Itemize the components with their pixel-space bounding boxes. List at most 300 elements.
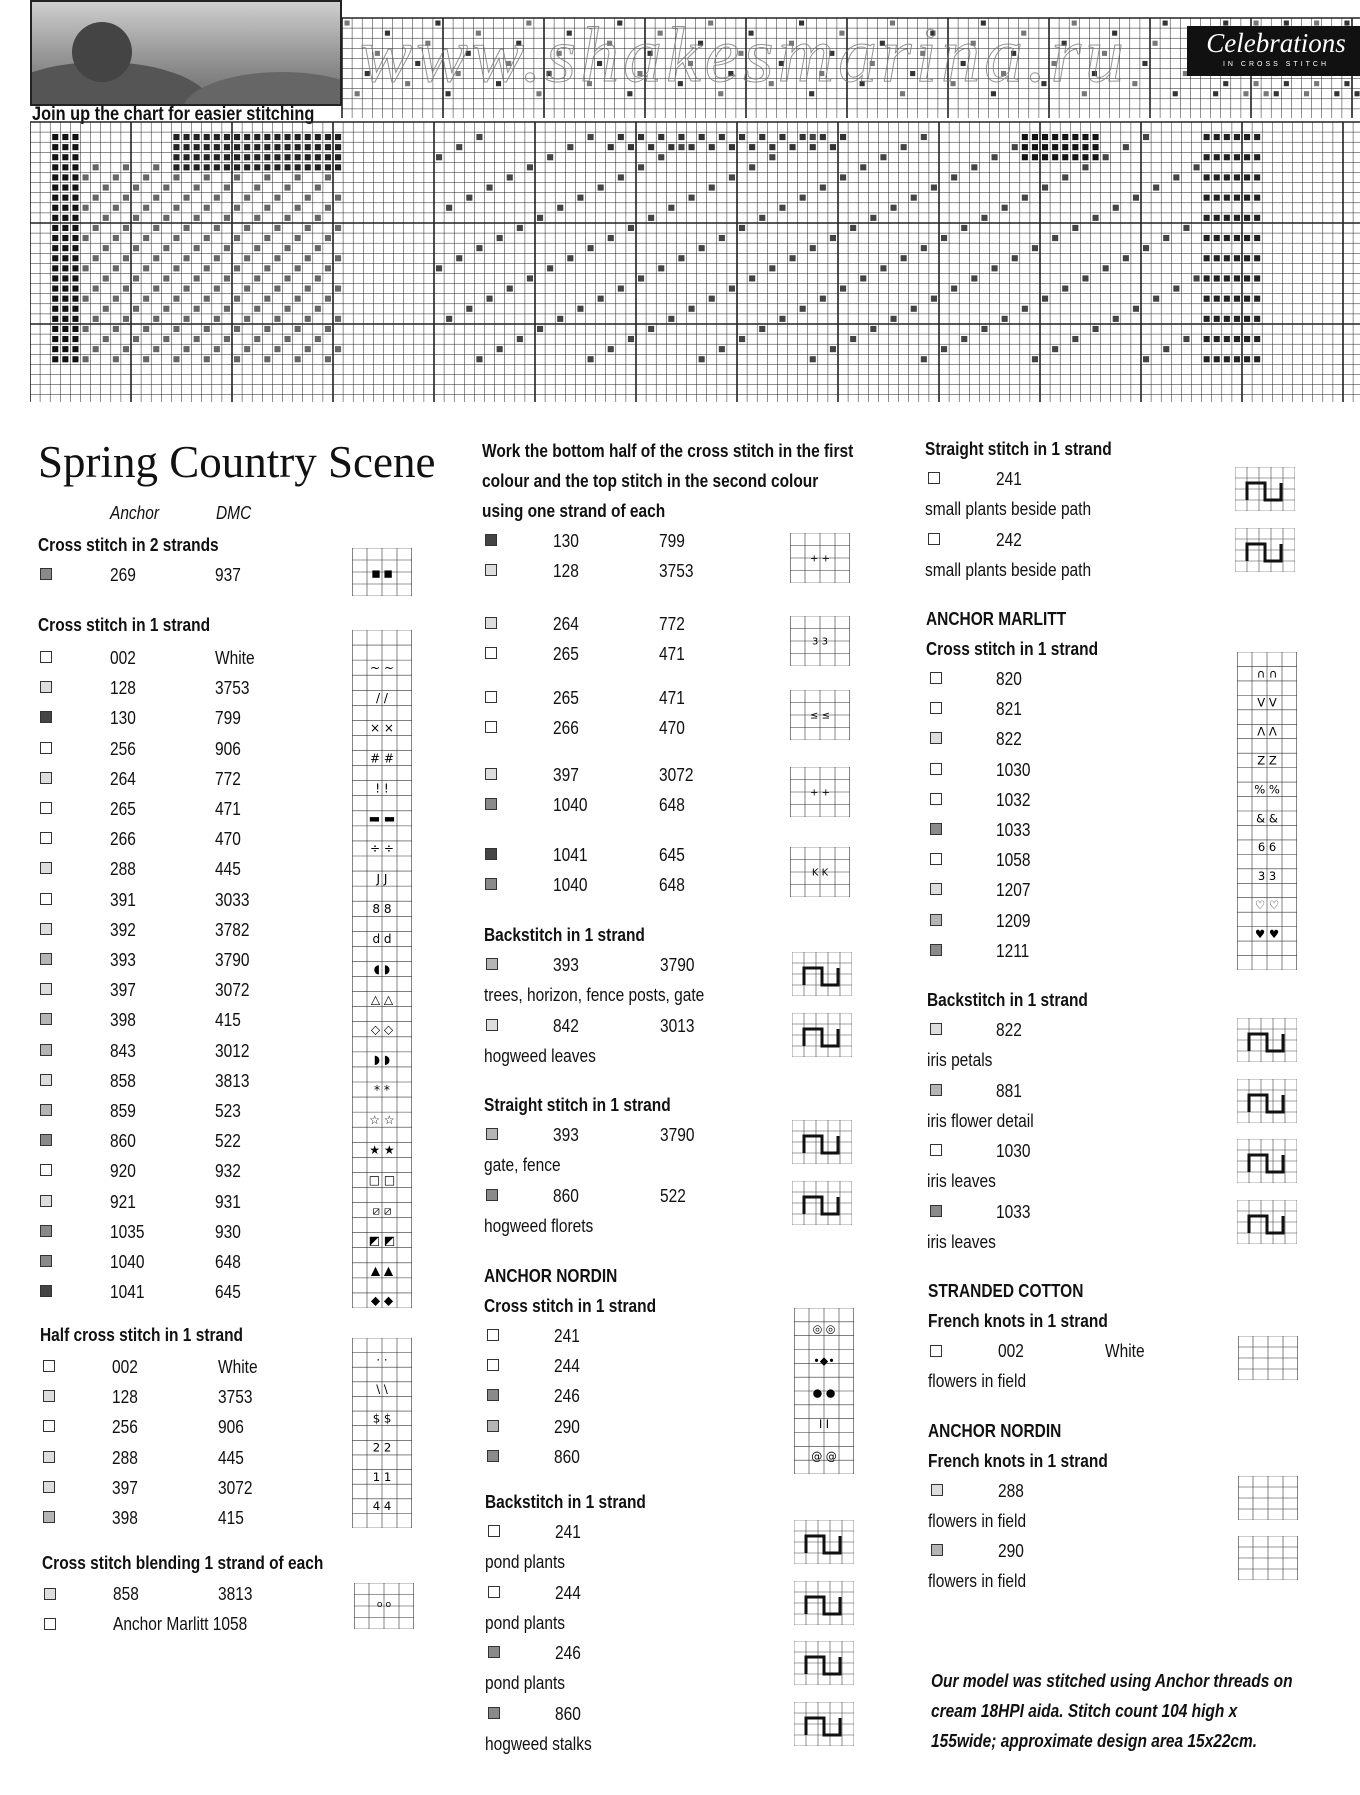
color-swatch [40, 983, 52, 995]
color-swatch [487, 1450, 499, 1462]
dmc-number: 3033 [215, 889, 250, 910]
key-symbol: V V [1257, 695, 1277, 710]
anchor-number: 393 [553, 1125, 579, 1145]
section-heading: Cross stitch blending 1 strand of each [42, 1553, 324, 1573]
key-symbol: + + [810, 787, 830, 799]
key-symbol: # # [369, 751, 395, 766]
color-swatch [43, 1451, 55, 1463]
color-swatch [930, 883, 942, 895]
color-swatch [930, 853, 942, 865]
color-swatch [43, 1481, 55, 1493]
color-swatch [40, 802, 52, 814]
color-swatch [40, 1134, 52, 1146]
anchor-number: 290 [554, 1416, 580, 1437]
color-swatch [40, 1225, 52, 1237]
anchor-number: 393 [110, 950, 136, 970]
key-symbol: % % [1254, 782, 1280, 797]
color-swatch [40, 953, 52, 965]
color-swatch [485, 534, 497, 546]
anchor-number: 1040 [553, 795, 588, 815]
color-swatch [930, 732, 942, 744]
section-heading: French knots in 1 strand [928, 1451, 1108, 1471]
key-symbol: K K [811, 867, 829, 879]
color-swatch [43, 1420, 55, 1432]
key-symbol: * * [374, 1082, 390, 1097]
key-symbol: J J [376, 871, 388, 886]
color-swatch [485, 647, 497, 659]
anchor-number: 002 [998, 1341, 1024, 1361]
color-swatch [486, 1189, 498, 1201]
key-symbol: & & [1256, 811, 1278, 826]
anchor-number: 1058 [996, 850, 1031, 871]
dmc-number: 470 [215, 829, 241, 850]
color-swatch [930, 1205, 942, 1217]
anchor-number: 128 [110, 678, 136, 699]
stitch-description: pond plants [485, 1612, 566, 1633]
anchor-number: 398 [110, 1010, 136, 1031]
color-swatch [487, 1420, 499, 1432]
anchor-number: 1040 [553, 875, 588, 895]
straight-stitch-sample [792, 1120, 852, 1164]
intro-line: Work the bottom half of the cross stitch in the first [482, 441, 854, 461]
color-swatch [931, 1484, 943, 1496]
anchor-number: 241 [554, 1326, 580, 1346]
french-knot-sample [1238, 1336, 1298, 1380]
color-swatch [487, 1329, 499, 1341]
anchor-number: 392 [110, 919, 136, 940]
anchor-number: 397 [112, 1477, 138, 1498]
anchor-number: 820 [996, 669, 1022, 689]
color-swatch [40, 772, 52, 784]
key-symbol-box [352, 548, 412, 596]
key-symbol: 3 3 [812, 636, 828, 648]
dmc-number: 3072 [218, 1477, 253, 1498]
anchor-number: 1207 [996, 880, 1031, 901]
anchor-number: 269 [110, 565, 136, 585]
color-swatch [930, 702, 942, 714]
key-symbol: ~ ~ [369, 660, 395, 675]
key-symbol: ∩ ∩ [1256, 666, 1278, 681]
dmc-number: 523 [215, 1101, 241, 1121]
key-symbol: ♡ ♡ [1254, 898, 1280, 913]
dmc-number: White [215, 648, 255, 668]
anchor-number: 822 [996, 729, 1022, 750]
color-swatch [485, 564, 497, 576]
straight-stitch-sample [1235, 467, 1295, 511]
anchor-number: 246 [555, 1643, 581, 1663]
dmc-number: 445 [218, 1447, 244, 1468]
section-heading: Cross stitch in 1 strand [38, 615, 211, 635]
color-swatch [43, 1360, 55, 1372]
key-symbol-box [790, 767, 850, 817]
key-symbol: △ △ [370, 992, 394, 1007]
dmc-number: 471 [659, 644, 685, 664]
anchor-number: 821 [996, 699, 1022, 720]
dmc-number: 906 [218, 1417, 244, 1438]
color-swatch [40, 1164, 52, 1176]
key-symbol: ■ ■ [371, 568, 393, 580]
stitch-description: trees, horizon, fence posts, gate [484, 985, 705, 1005]
color-swatch [487, 1389, 499, 1401]
key-symbol: o o [376, 1598, 392, 1610]
anchor-number: 1211 [996, 940, 1030, 961]
dmc-number: 648 [659, 875, 685, 895]
section-heading: Cross stitch in 1 strand [484, 1296, 657, 1316]
dmc-number: White [1105, 1341, 1145, 1361]
key-symbol-box [352, 630, 412, 1308]
key-symbol-box [790, 847, 850, 897]
color-swatch [930, 793, 942, 805]
color-swatch [40, 651, 52, 663]
dmc-number: 3013 [660, 1016, 695, 1036]
anchor-number: 842 [553, 1016, 579, 1036]
color-swatch [488, 1525, 500, 1537]
key-symbol: □ □ [368, 1173, 396, 1188]
intro-line: using one strand of each [482, 501, 666, 521]
anchor-number: 288 [110, 859, 136, 880]
anchor-number: 241 [555, 1522, 581, 1542]
color-swatch [930, 1345, 942, 1357]
color-swatch [930, 763, 942, 775]
dmc-number: 3012 [215, 1040, 250, 1061]
key-symbol-box [354, 1583, 414, 1629]
color-swatch [44, 1588, 56, 1600]
color-swatch [40, 862, 52, 874]
dmc-number: 937 [215, 565, 241, 585]
anchor-number: 265 [553, 644, 579, 664]
backstitch-sample [794, 1581, 854, 1625]
color-swatch [485, 878, 497, 890]
anchor-number: 1035 [110, 1221, 145, 1242]
stitch-description: pond plants [485, 1673, 566, 1693]
section-heading: ANCHOR NORDIN [928, 1421, 1062, 1441]
color-swatch [40, 1104, 52, 1116]
anchor-number: 843 [110, 1040, 136, 1061]
anchor-number: 397 [553, 765, 579, 785]
section-heading: Backstitch in 1 strand [927, 990, 1088, 1010]
dmc-number: 3072 [659, 765, 694, 785]
key-symbol: Λ Λ [1257, 724, 1277, 739]
anchor-number: 1041 [553, 845, 588, 865]
color-swatch [40, 1285, 52, 1297]
dmc-number: 645 [659, 845, 685, 865]
anchor-number: 242 [996, 529, 1022, 550]
dmc-number: 522 [215, 1131, 241, 1152]
stitch-description: hogweed florets [484, 1216, 594, 1236]
section-heading: French knots in 1 strand [928, 1311, 1108, 1331]
anchor-number: 266 [553, 718, 579, 738]
anchor-number: 288 [112, 1447, 138, 1468]
anchor-number: 266 [110, 829, 136, 850]
dmc-number: 930 [215, 1221, 241, 1242]
anchor-number: 859 [110, 1101, 136, 1121]
anchor-number: 858 [113, 1584, 139, 1604]
stitch-description: flowers in field [928, 1371, 1027, 1391]
dmc-number: 931 [215, 1191, 241, 1212]
section-heading: Cross stitch in 2 strands [38, 535, 219, 555]
key-symbol: ◎ ◎ [812, 1322, 836, 1336]
anchor-number: 265 [110, 799, 136, 819]
color-swatch [40, 1255, 52, 1267]
french-knot-sample [1238, 1536, 1298, 1580]
dmc-number: 470 [659, 718, 685, 738]
anchor-number: 241 [996, 469, 1022, 489]
color-swatch [930, 944, 942, 956]
anchor-number: 256 [112, 1417, 138, 1438]
color-swatch [40, 568, 52, 580]
key-symbol-box [1237, 652, 1297, 970]
stitch-description: flowers in field [928, 1511, 1027, 1531]
key-symbol: 3 3 [1257, 869, 1277, 884]
stitch-description: hogweed stalks [485, 1733, 592, 1754]
backstitch-sample [1237, 1018, 1297, 1062]
stitch-description: gate, fence [484, 1155, 561, 1175]
key-symbol: 6 6 [1257, 840, 1277, 855]
join-chart-label: Join up the chart for easier stitching [32, 104, 315, 125]
color-swatch [40, 681, 52, 693]
anchor-number: 1041 [110, 1282, 145, 1303]
anchor-number: 288 [998, 1481, 1024, 1501]
page-title: Spring Country Scene [38, 437, 436, 487]
anchor-number: 391 [110, 889, 136, 910]
key-symbol: + + [810, 553, 830, 565]
anchor-number: 1209 [996, 910, 1031, 931]
color-swatch [40, 923, 52, 935]
color-swatch [488, 1707, 500, 1719]
color-swatch [40, 742, 52, 754]
key-symbol: $ $ [372, 1411, 392, 1426]
color-swatch [930, 1084, 942, 1096]
dmc-col-label: DMC [216, 503, 252, 523]
dmc-number: 799 [215, 708, 241, 729]
stitch-description: small plants beside path [925, 499, 1092, 519]
key-symbol: @ @ [811, 1449, 837, 1463]
backstitch-sample [1237, 1079, 1297, 1123]
key-symbol: I I [818, 1418, 830, 1432]
anchor-number: 244 [554, 1356, 580, 1377]
color-swatch [930, 823, 942, 835]
dmc-number: 648 [659, 795, 685, 815]
dmc-number: 3790 [660, 1125, 695, 1145]
backstitch-sample [1237, 1200, 1297, 1244]
color-swatch [485, 798, 497, 810]
key-symbol: ⧄ ⧄ [372, 1203, 392, 1218]
color-swatch [40, 832, 52, 844]
dmc-number: 415 [218, 1508, 244, 1528]
color-swatch [488, 1586, 500, 1598]
anchor-number: 002 [110, 648, 136, 668]
dmc-number: White [218, 1357, 258, 1377]
watermark: www.shakesmarina.ru [360, 11, 1128, 98]
stitch-description: flowers in field [928, 1571, 1027, 1591]
dmc-number: 415 [215, 1010, 241, 1031]
color-swatch [40, 711, 52, 723]
color-swatch [931, 1544, 943, 1556]
dmc-number: 3782 [215, 919, 250, 940]
dmc-number: 3813 [215, 1070, 250, 1091]
color-swatch [40, 1195, 52, 1207]
dmc-number: 3813 [218, 1584, 253, 1604]
dmc-number: 471 [659, 688, 685, 708]
model-note: 155wide; approximate design area 15x22cm. [931, 1731, 1258, 1751]
color-swatch [485, 617, 497, 629]
color-swatch [928, 533, 940, 545]
dmc-number: 522 [660, 1186, 686, 1206]
anchor-number: 128 [112, 1387, 138, 1408]
backstitch-sample [794, 1520, 854, 1564]
key-symbol: ◆ ◆ [370, 1293, 394, 1308]
dmc-number: 3753 [218, 1387, 253, 1408]
key-symbol: ◖ ◗ [373, 962, 391, 977]
anchor-number: 256 [110, 738, 136, 759]
anchor-number: 1040 [110, 1252, 145, 1272]
section-heading: ANCHOR MARLITT [926, 609, 1067, 629]
dmc-number: 645 [215, 1282, 241, 1303]
backstitch-sample [794, 1702, 854, 1746]
intro-line: colour and the top stitch in the second colour [482, 471, 819, 491]
model-note: Our model was stitched using Anchor threads on [931, 1671, 1293, 1691]
key-symbol: ≤ ≤ [810, 710, 830, 722]
anchor-number: 398 [112, 1508, 138, 1528]
anchor-number: 393 [553, 955, 579, 975]
dmc-number: 648 [215, 1252, 241, 1272]
section-heading: ANCHOR NORDIN [484, 1266, 618, 1286]
section-heading: Backstitch in 1 strand [485, 1492, 646, 1512]
dmc-number: 906 [215, 738, 241, 759]
backstitch-sample [792, 1013, 852, 1057]
anchor-name: Anchor Marlitt 1058 [113, 1614, 248, 1634]
french-knot-sample [1238, 1476, 1298, 1520]
anchor-number: 264 [553, 614, 579, 634]
dmc-number: 772 [659, 614, 685, 634]
color-swatch [485, 768, 497, 780]
color-swatch [486, 1128, 498, 1140]
dmc-number: 445 [215, 859, 241, 880]
key-symbol: × × [369, 721, 395, 736]
dmc-number: 3072 [215, 980, 250, 1001]
color-swatch [487, 1359, 499, 1371]
anchor-number: 860 [554, 1446, 580, 1467]
anchor-number: 921 [110, 1191, 136, 1212]
backstitch-sample [794, 1641, 854, 1685]
section-heading: Backstitch in 1 strand [484, 925, 645, 945]
key-symbol: ● ● [812, 1386, 836, 1400]
anchor-number: 860 [553, 1186, 579, 1206]
color-swatch [44, 1618, 56, 1630]
anchor-number: 822 [996, 1020, 1022, 1040]
stitch-description: iris leaves [927, 1171, 996, 1191]
key-symbol: ☆ ☆ [369, 1112, 395, 1127]
anchor-number: 130 [553, 531, 579, 551]
anchor-number: 290 [998, 1541, 1024, 1561]
dmc-number: 471 [215, 799, 241, 819]
key-symbol: ◗ ◗ [373, 1052, 391, 1067]
anchor-number: 130 [110, 708, 136, 729]
key-symbol: · · [376, 1353, 388, 1368]
dmc-number: 772 [215, 768, 241, 789]
color-swatch [485, 691, 497, 703]
section-heading: Straight stitch in 1 strand [925, 439, 1112, 459]
backstitch-sample [792, 952, 852, 996]
color-swatch [43, 1511, 55, 1523]
anchor-number: 920 [110, 1161, 136, 1182]
anchor-number: 128 [553, 561, 579, 581]
key-symbol-box [790, 616, 850, 666]
color-swatch [485, 721, 497, 733]
color-swatch [928, 472, 940, 484]
anchor-number: 1030 [996, 1141, 1031, 1161]
section-heading: Straight stitch in 1 strand [484, 1095, 671, 1115]
key-symbol: 4 4 [372, 1499, 392, 1514]
anchor-number: 002 [112, 1357, 138, 1377]
key-symbol-box [790, 533, 850, 583]
key-symbol: \ \ [376, 1382, 388, 1397]
color-swatch [930, 1144, 942, 1156]
dmc-number: 3753 [215, 678, 250, 699]
key-symbol: 1 1 [372, 1469, 392, 1484]
key-symbol: Z Z [1257, 753, 1277, 768]
section-heading: Half cross stitch in 1 strand [40, 1325, 244, 1345]
brand-title: Celebrations [1206, 28, 1346, 58]
stitch-description: small plants beside path [925, 559, 1092, 580]
key-symbol: ★ ★ [369, 1143, 395, 1158]
stitch-description: hogweed leaves [484, 1046, 596, 1066]
straight-stitch-sample [1235, 528, 1295, 572]
key-symbol: •◆• [813, 1354, 835, 1368]
key-symbol-box [794, 1308, 854, 1474]
color-swatch [40, 1044, 52, 1056]
color-swatch [930, 1023, 942, 1035]
model-note: cream 18HPI aida. Stitch count 104 high x [931, 1701, 1238, 1721]
key-symbol: ▲ ▲ [370, 1263, 394, 1278]
anchor-number: 244 [555, 1582, 581, 1603]
color-swatch [485, 848, 497, 860]
anchor-number: 860 [110, 1131, 136, 1152]
anchor-number: 1032 [996, 789, 1031, 810]
stitch-description: iris petals [927, 1050, 993, 1070]
anchor-number: 860 [555, 1703, 581, 1724]
key-symbol: 2 2 [372, 1440, 392, 1455]
anchor-number: 1030 [996, 759, 1031, 780]
dmc-number: 3753 [659, 561, 694, 581]
key-symbol: ÷ ÷ [369, 841, 395, 856]
color-swatch [40, 1074, 52, 1086]
color-swatch [40, 1013, 52, 1025]
key-symbol: / / [376, 691, 388, 706]
stitch-description: iris leaves [927, 1231, 996, 1252]
anchor-number: 858 [110, 1070, 136, 1091]
dmc-number: 799 [659, 531, 685, 551]
dmc-number: 3790 [215, 950, 250, 970]
brand-subtitle: IN CROSS STITCH [1222, 61, 1330, 68]
dmc-number: 932 [215, 1161, 241, 1182]
dmc-number: 3790 [660, 955, 695, 975]
color-swatch [486, 1019, 498, 1031]
anchor-number: 881 [996, 1080, 1022, 1101]
section-heading: Cross stitch in 1 strand [926, 639, 1099, 659]
anchor-number: 264 [110, 768, 136, 789]
key-symbol: ◩ ◩ [368, 1233, 396, 1248]
color-swatch [486, 958, 498, 970]
color-swatch [40, 893, 52, 905]
section-heading: STRANDED COTTON [928, 1281, 1084, 1301]
backstitch-sample [1237, 1139, 1297, 1183]
stitch-description: pond plants [485, 1552, 566, 1572]
key-symbol: ◇ ◇ [370, 1022, 394, 1037]
color-swatch [930, 672, 942, 684]
color-swatch [488, 1646, 500, 1658]
key-symbol: 8 8 [372, 901, 392, 916]
